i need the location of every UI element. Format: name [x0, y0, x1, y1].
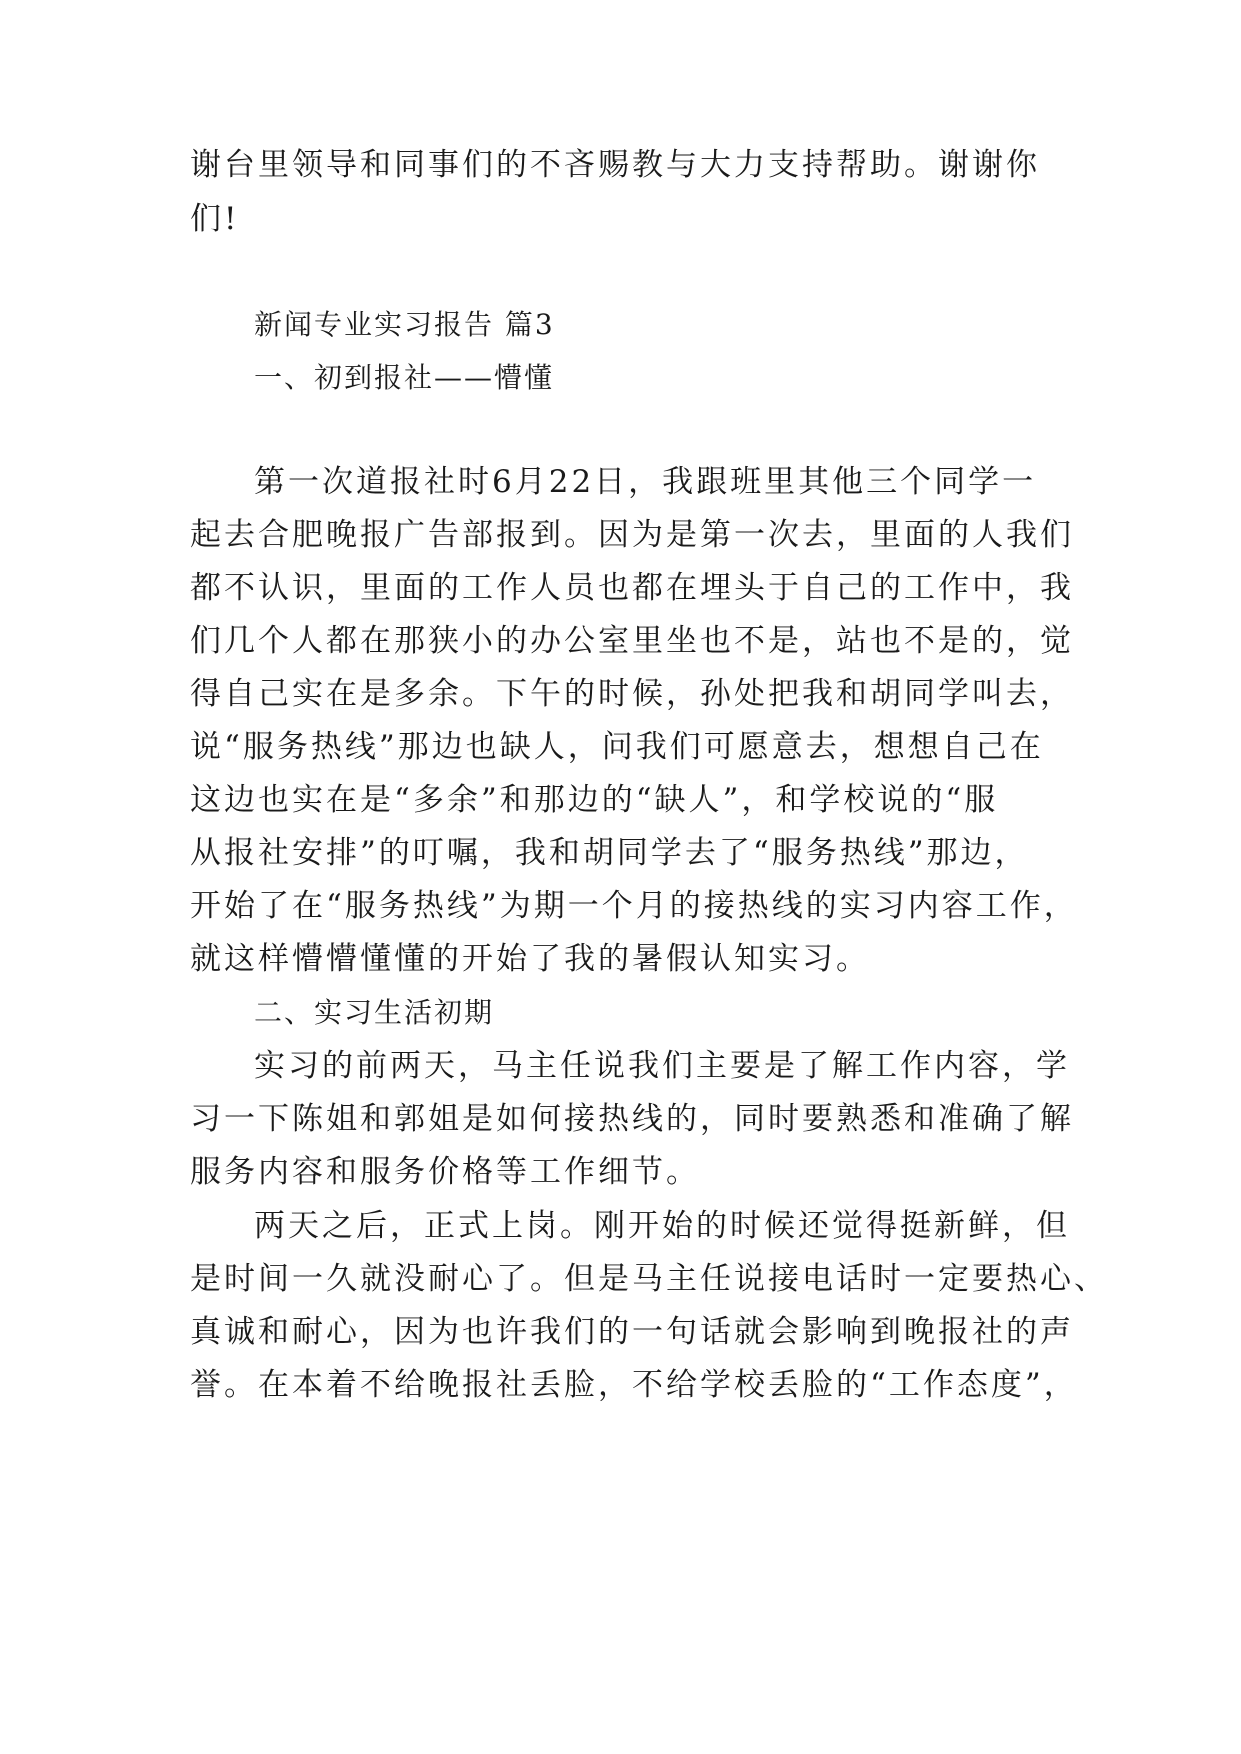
section-title: 新闻专业实习报告 篇3 — [254, 308, 555, 341]
paragraph-1-line-1: 第一次道报社时6月22日，我跟班里其他三个同学一 — [254, 464, 1037, 500]
paragraph-1-line-10: 就这样懵懵懂懂的开始了我的暑假认知实习。 — [190, 941, 870, 977]
paragraph-3-line-4: 誉。在本着不给晚报社丢脸，不给学校丢脸的“工作态度”， — [190, 1367, 1078, 1403]
paragraph-2-line-2: 习一下陈姐和郭姐是如何接热线的，同时要熟悉和准确了解 — [190, 1101, 1074, 1137]
paragraph-3-line-2: 是时间一久就没耐心了。但是马主任说接电话时一定要热心、 — [190, 1261, 1108, 1297]
paragraph-1-line-4: 们几个人都在那狭小的办公室里坐也不是，站也不是的，觉 — [190, 623, 1074, 659]
heading-2: 二、实习生活初期 — [254, 996, 495, 1029]
paragraph-1-line-6: 说“服务热线”那边也缺人，问我们可愿意去，想想自己在 — [190, 729, 1044, 765]
closing-paragraph-line-2: 们! — [190, 201, 240, 237]
paragraph-1-line-8: 从报社安排”的叮嘱，我和胡同学去了“服务热线”那边， — [190, 835, 1029, 871]
paragraph-1-line-2: 起去合肥晚报广告部报到。因为是第一次去，里面的人我们 — [190, 517, 1074, 553]
paragraph-1-line-5: 得自己实在是多余。下午的时候，孙处把我和胡同学叫去， — [190, 676, 1074, 712]
closing-paragraph-line-1: 谢台里领导和同事们的不吝赐教与大力支持帮助。谢谢你 — [190, 147, 1040, 183]
paragraph-1-line-7: 这边也实在是“多余”和那边的“缺人”，和学校说的“服 — [190, 782, 999, 818]
heading-1: 一、初到报社——懵懂 — [254, 361, 555, 394]
paragraph-1-line-9: 开始了在“服务热线”为期一个月的接热线的实习内容工作， — [190, 888, 1078, 924]
paragraph-2-line-1: 实习的前两天，马主任说我们主要是了解工作内容，学 — [254, 1048, 1070, 1084]
paragraph-3-line-3: 真诚和耐心，因为也许我们的一句话就会影响到晚报社的声 — [190, 1314, 1074, 1350]
paragraph-1-line-3: 都不认识，里面的工作人员也都在埋头于自己的工作中，我 — [190, 570, 1074, 606]
paragraph-3-line-1: 两天之后，正式上岗。刚开始的时候还觉得挺新鲜，但 — [254, 1208, 1070, 1244]
paragraph-2-line-3: 服务内容和服务价格等工作细节。 — [190, 1154, 700, 1190]
